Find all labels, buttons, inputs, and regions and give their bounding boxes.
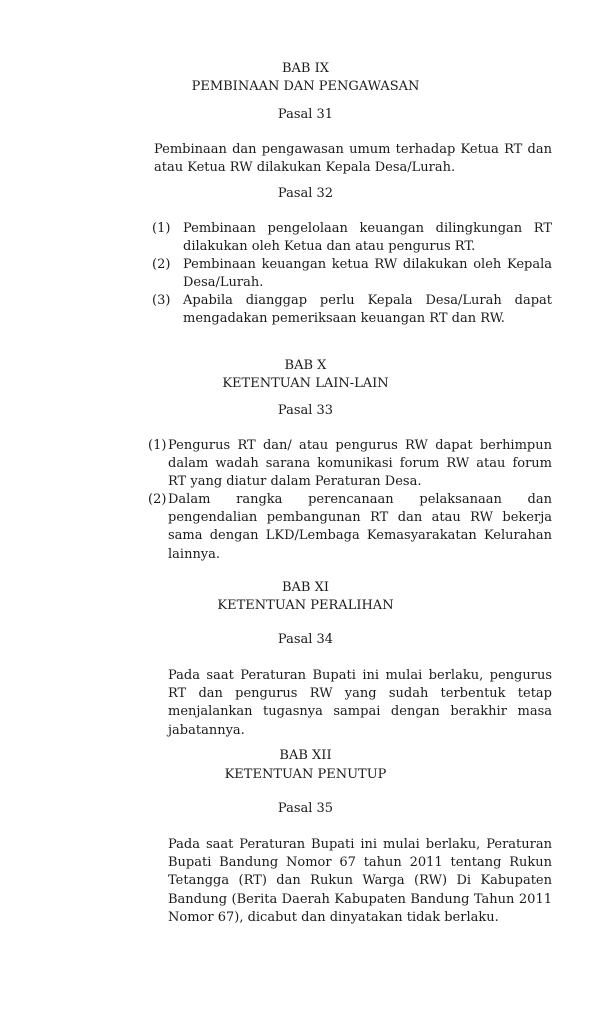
pasal-31-text: Pembinaan dan pengawasan umum terhadap Ketua RT dan atau Ketua RW dilakukan Kepala Desa/Lurah. <box>154 142 552 176</box>
bab-xii-title: BAB XII <box>279 748 332 763</box>
pasal-35-heading: Pasal 35 <box>277 801 334 816</box>
pasal-32-item-3-text: Apabila dianggap perlu Kepala Desa/Lurah dapat mengadakan pemeriksaan keuangan RT dan RW. <box>183 293 552 327</box>
pasal-32-item-1-number: (1) <box>152 221 171 236</box>
bab-xii-subtitle: KETENTUAN PENUTUP <box>224 767 387 782</box>
pasal-33-heading: Pasal 33 <box>277 403 334 418</box>
pasal-32-heading: Pasal 32 <box>277 186 334 201</box>
bab-ix-title: BAB IX <box>281 61 330 76</box>
pasal-33-item-1-text: Pengurus RT dan/ atau pengurus RW dapat berhimpun dalam wadah sarana komunikasi forum RW atau forum RT yang diatur dalam Peraturan Desa. <box>168 438 552 490</box>
bab-ix-subtitle: PEMBINAAN DAN PENGAWASAN <box>191 79 420 94</box>
pasal-35-text: Pada saat Peraturan Bupati ini mulai berlaku, Peraturan Bupati Bandung Nomor 67 tahun 2011 tentang Rukun Tetangga (RT) dan Rukun Warga (RW) Di Kabupaten Bandung (Berita Daerah Kabupaten Bandung Tahun 2011 Nomor 67), dicabut dan dinyatakan tidak berlaku. <box>168 837 552 925</box>
pasal-31-heading: Pasal 31 <box>277 107 334 122</box>
pasal-32-item-2-number: (2) <box>152 257 171 272</box>
pasal-32-item-2-text: Pembinaan keuangan ketua RW dilakukan oleh Kepala Desa/Lurah. <box>183 257 552 291</box>
pasal-33-item-1-number: (1) <box>148 438 167 453</box>
pasal-34-text: Pada saat Peraturan Bupati ini mulai berlaku, pengurus RT dan pengurus RW yang sudah terbentuk tetap menjalankan tugasnya sampai dengan berakhir masa jabatannya. <box>168 668 552 738</box>
pasal-32-item-3-number: (3) <box>152 293 171 308</box>
pasal-33-item-2-text: Dalam rangka perencanaan pelaksanaan dan pengendalian pembangunan RT dan atau RW bekerja sama dengan LKD/Lembaga Kemasyarakatan Kelurahan lainnya. <box>168 492 552 562</box>
pasal-34-heading: Pasal 34 <box>277 632 334 647</box>
pasal-33-item-2-number: (2) <box>148 492 167 507</box>
bab-xi-subtitle: KETENTUAN PERALIHAN <box>217 598 394 613</box>
bab-x-subtitle: KETENTUAN LAIN-LAIN <box>222 376 389 391</box>
pasal-32-item-1-text: Pembinaan pengelolaan keuangan dilingkungan RT dilakukan oleh Ketua dan atau pengurus RT. <box>183 221 552 255</box>
bab-x-title: BAB X <box>284 358 327 373</box>
bab-xi-title: BAB XI <box>281 580 330 595</box>
